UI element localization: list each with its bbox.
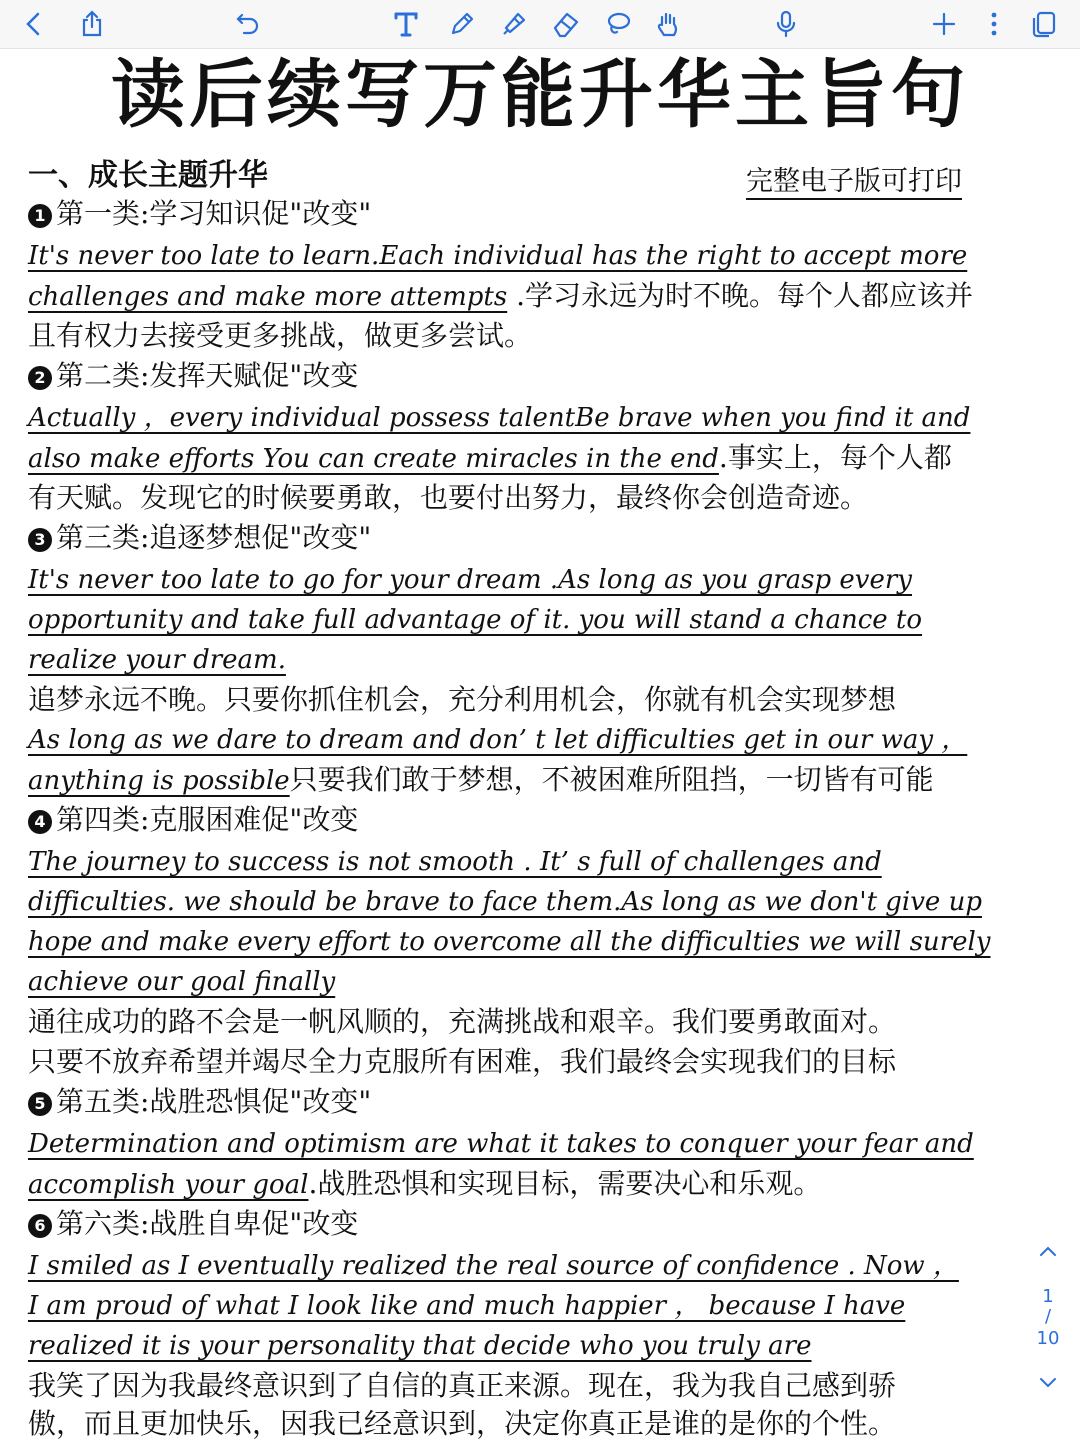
text-line: It's never too late to learn.Each individual has the right to accept more [28,241,968,271]
lasso-icon[interactable] [598,4,638,44]
item-heading-1 [28,194,371,234]
item-heading-text: 第二类:发挥天赋促"改变 [56,359,359,392]
text-line: I am proud of what I look like and much happier ， because I have [28,1291,906,1321]
text-line [28,760,934,804]
current-page: 1 [1042,1286,1054,1307]
text-zh: .学习永远为时不晚。每个人都应该并 [507,279,973,312]
item-number: 6 [28,1214,52,1238]
text-line: 且有权力去接受更多挑战，做更多尝试。 [28,319,533,352]
pencil-icon[interactable] [442,4,482,44]
item-number: 2 [28,366,52,390]
text-zh: .战胜恐惧和实现目标，需要决心和乐观。 [308,1167,822,1200]
undo-icon[interactable] [228,4,268,44]
item-number: 5 [28,1092,52,1116]
text-line: difficulties. we should be brave to face them.As long as we don't give up [28,887,982,917]
text-line: 傲，而且更加快乐，因我已经意识到，决定你真正是谁的是你的个性。 [28,1407,897,1440]
text-line: achieve our goal finally [28,967,336,997]
item-heading-6 [28,1204,358,1244]
text-line: As long as we dare to dream and don’ t let difficulties get in our way ， [28,725,968,755]
eraser-icon[interactable] [546,4,586,44]
item-number: 3 [28,528,52,552]
hand-icon[interactable] [648,4,688,44]
text-line [28,1164,821,1208]
text-line: Actually ，every individual possess talentBe brave when you find it and [28,403,971,433]
item-heading-3 [28,518,371,558]
text-line: realized it is your personality that decide who you truly are [28,1331,812,1361]
text-line: opportunity and take full advantage of it. you will stand a chance to [28,605,923,635]
text-zh: 只要我们敢于梦想，不被困难所阻挡，一切皆有可能 [289,763,934,796]
page-title: 读后续写万能升华主旨句 [111,52,969,138]
item-number: 4 [28,810,52,834]
text-line: It's never too late to go for your dream .As long as you grasp every [28,565,912,595]
text-line: The journey to success is not smooth . It’ s full of challenges and [28,847,882,877]
page-navigator [1028,1240,1068,1400]
document-page [0,48,1080,1440]
item-heading-text: 第三类:追逐梦想促"改变" [56,521,372,554]
add-icon[interactable] [924,4,964,44]
item-number: 1 [28,204,52,228]
text-line: 我笑了因为我最终意识到了自信的真正来源。现在，我为我自己感到骄 [28,1369,897,1402]
item-heading-5 [28,1082,371,1122]
text-line: 追梦永远不晚。只要你抓住机会，充分利用机会，你就有机会实现梦想 [28,683,897,716]
page-separator: / [1044,1306,1052,1327]
microphone-icon[interactable] [766,4,806,44]
share-icon[interactable] [72,4,112,44]
item-heading-text: 第六类:战胜自卑促"改变 [56,1207,359,1240]
text-line: hope and make every effort to overcome all the difficulties we will surely [28,927,991,957]
printable-note: 完整电子版可打印 [746,166,962,200]
text-tool-icon[interactable] [386,4,426,44]
chevron-down-icon[interactable] [1036,1370,1060,1394]
text-line: realize your dream. [28,645,286,675]
text-line: I smiled as I eventually realized the real source of confidence . Now ， [28,1251,959,1281]
text-en: accomplish your goal [28,1170,309,1200]
item-heading-4 [28,800,358,840]
back-icon[interactable] [14,4,54,44]
text-zh: .事实上，每个人都 [718,441,952,474]
text-line: 通往成功的路不会是一帆风顺的，充满挑战和艰辛。我们要勇敢面对。 [28,1005,897,1038]
item-heading-text: 第五类:战胜恐惧促"改变" [56,1085,372,1118]
text-line: 只要不放弃希望并竭尽全力克服所有困难，我们最终会实现我们的目标 [28,1045,897,1078]
highlighter-icon[interactable] [494,4,534,44]
total-pages: 10 [1036,1328,1060,1349]
toolbar [0,0,1080,49]
pages-icon[interactable] [1024,4,1064,44]
text-en: also make efforts You can create miracles in the end [28,444,719,474]
text-line [28,276,973,320]
item-heading-2 [28,356,358,396]
item-heading-text: 第四类:克服困难促"改变 [56,803,359,836]
chevron-up-icon[interactable] [1036,1240,1060,1264]
text-en: anything is possible [28,766,290,796]
text-line: Determination and optimism are what it takes to conquer your fear and [28,1129,974,1159]
section-heading: 一、成长主题升华 [28,158,268,193]
text-line [28,438,952,482]
text-line: 有天赋。发现它的时候要勇敢，也要付出努力，最终你会创造奇迹。 [28,481,869,514]
more-icon[interactable] [974,4,1014,44]
item-heading-text: 第一类:学习知识促"改变" [56,197,372,230]
text-en: challenges and make more attempts [28,282,508,312]
